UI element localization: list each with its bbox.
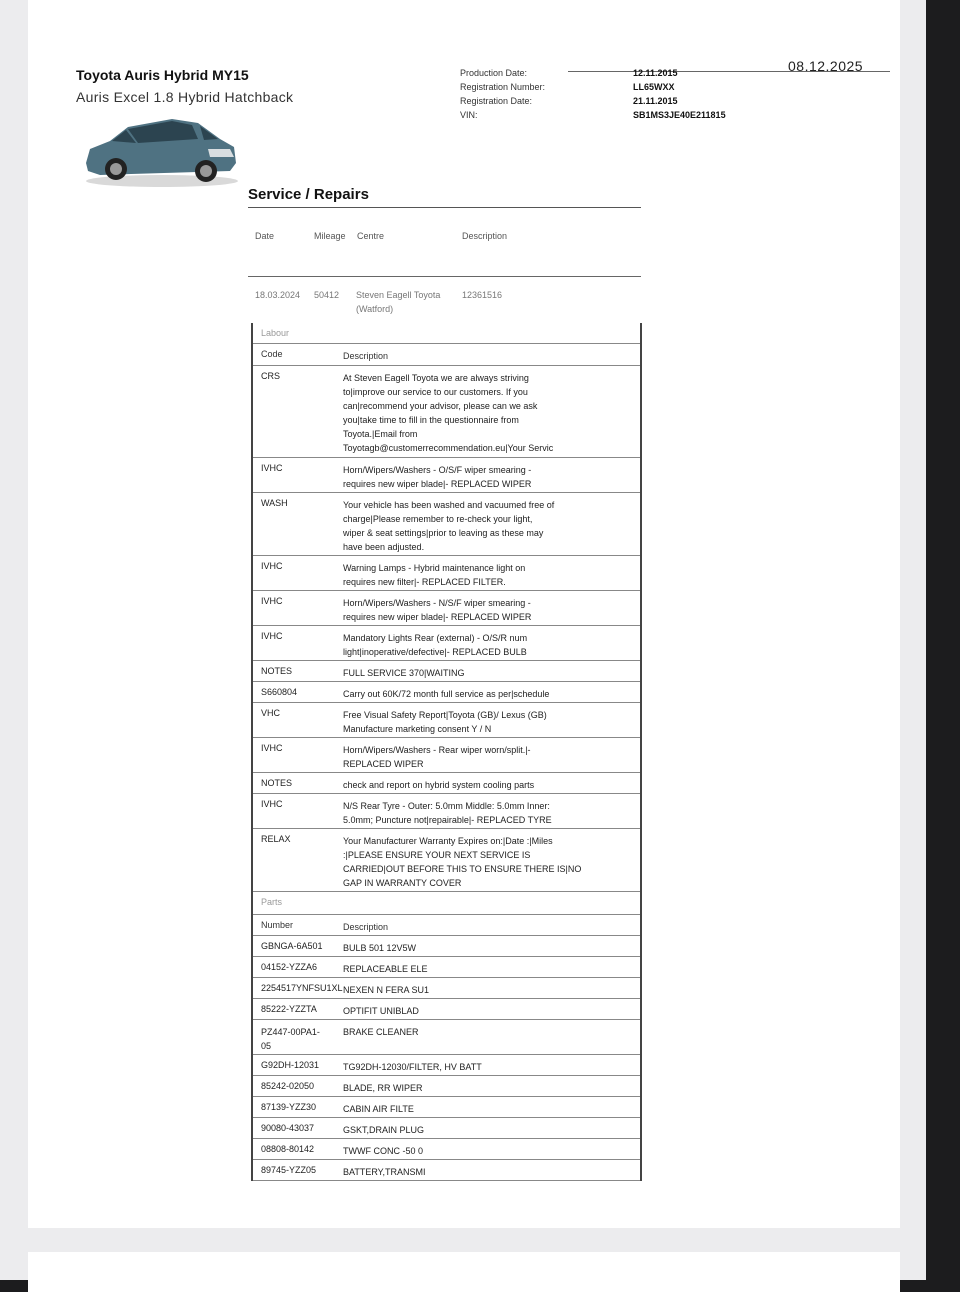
vehicle-title: Toyota Auris Hybrid MY15	[76, 67, 249, 83]
production-date-row	[460, 66, 726, 80]
parts-row	[253, 1139, 640, 1160]
part-number: 89745-YZZ05	[261, 1165, 317, 1175]
labour-code: IVHC	[261, 596, 283, 606]
parts-section-header	[253, 892, 640, 915]
labour-row	[253, 458, 640, 493]
part-description: TG92DH-12030/FILTER, HV BATT	[343, 1062, 482, 1072]
visit-centre	[356, 288, 440, 316]
parts-column-header	[253, 915, 640, 936]
next-document-page[interactable]	[28, 1252, 900, 1292]
section-title: Service / Repairs	[248, 186, 369, 203]
part-description: NEXEN N FERA SU1	[343, 985, 430, 995]
section-label: Parts	[261, 897, 283, 907]
section-rule	[248, 207, 641, 208]
vehicle-subtitle: Auris Excel 1.8 Hybrid Hatchback	[76, 89, 294, 105]
labour-section-header	[253, 323, 640, 344]
labour-row	[253, 626, 640, 661]
part-number: 04152-YZZA6	[261, 962, 318, 972]
registration-number-row	[460, 80, 726, 94]
part-description: BLADE, RR WIPER	[343, 1083, 423, 1093]
labour-code: WASH	[261, 498, 288, 508]
labour-description: FULL SERVICE 370|WAITING	[343, 668, 465, 678]
part-description: TWWF CONC -50 0	[343, 1146, 423, 1156]
labour-row	[253, 366, 640, 458]
parts-row	[253, 1097, 640, 1118]
labour-description: Horn/Wipers/Washers - O/S/F wiper smearing - requires new wiper blade|- REPLACED WIPER	[343, 465, 532, 489]
labour-row	[253, 773, 640, 794]
part-number: 08808-80142	[261, 1144, 315, 1154]
labour-row	[253, 829, 640, 892]
part-number: PZ447-00PA1- 05	[261, 1027, 320, 1051]
labour-code: IVHC	[261, 799, 283, 809]
parts-row	[253, 1076, 640, 1097]
col-description: Description	[343, 922, 389, 932]
labour-description: Horn/Wipers/Washers - N/S/F wiper smearing - requires new wiper blade|- REPLACED WIPER	[343, 598, 532, 622]
part-description: OPTIFIT UNIBLAD	[343, 1006, 419, 1016]
part-number: 85222-YZZTA	[261, 1004, 317, 1014]
labour-code: RELAX	[261, 834, 291, 844]
labour-description: Mandatory Lights Rear (external) - O/S/R num light|inoperative/defective|- REPLACED BULB	[343, 633, 528, 657]
part-number: G92DH-12031	[261, 1060, 320, 1070]
labour-code: CRS	[261, 371, 281, 381]
visit-mileage: 50412	[314, 290, 340, 300]
labour-description: Carry out 60K/72 month full service as per|schedule	[343, 689, 550, 699]
labour-row	[253, 556, 640, 591]
part-number: 2254517YNFSU1XL	[261, 983, 343, 993]
parts-row	[253, 936, 640, 957]
labour-column-header	[253, 344, 640, 366]
detail-label: VIN:	[460, 110, 478, 120]
labour-row	[253, 493, 640, 556]
detail-value: SB1MS3JE40E211815	[633, 110, 726, 120]
centre-location: (Watford)	[356, 304, 394, 314]
col-code: Code	[261, 349, 283, 359]
labour-row	[253, 703, 640, 738]
vin-row	[460, 108, 726, 122]
col-header-mileage: Mileage	[314, 231, 346, 241]
labour-code: NOTES	[261, 666, 293, 676]
part-number: GBNGA-6A501	[261, 941, 323, 951]
parts-row	[253, 978, 640, 999]
section-label: Labour	[261, 328, 290, 338]
col-header-description: Description	[462, 231, 508, 241]
part-description: GSKT,DRAIN PLUG	[343, 1125, 425, 1135]
part-number: 87139-YZZ30	[261, 1102, 317, 1112]
visit-description: 12361516	[462, 290, 503, 300]
parts-row	[253, 1020, 640, 1055]
part-number: 90080-43037	[261, 1123, 315, 1133]
car-image	[80, 105, 240, 190]
visit-date: 18.03.2024	[255, 290, 301, 300]
service-detail-table	[251, 323, 642, 1181]
part-description: BULB 501 12V5W	[343, 943, 417, 953]
labour-code: IVHC	[261, 631, 283, 641]
labour-row	[253, 738, 640, 773]
labour-row	[253, 794, 640, 829]
parts-row	[253, 1055, 640, 1076]
parts-row	[253, 999, 640, 1020]
labour-row	[253, 661, 640, 682]
labour-description: Free Visual Safety Report|Toyota (GB)/ Lexus (GB) Manufacture marketing consent Y / N	[343, 710, 547, 734]
part-description: BATTERY,TRANSMI	[343, 1167, 426, 1177]
labour-description: Your Manufacturer Warranty Expires on:|Date :|Miles :|PLEASE ENSURE YOUR NEXT SERVICE IS CARRIED|OUT BEFORE THIS TO ENSURE THERE IS|NO GAP IN WARRANTY COVER	[343, 836, 582, 888]
registration-date-row	[460, 94, 726, 108]
labour-code: NOTES	[261, 778, 293, 788]
labour-description: At Steven Eagell Toyota we are always striving to|improve our service to our customers. If you can|recommend your advisor, please can we ask you|take time to fill in the questionnaire from Toyota.|Email from Toyotagb@customerrecommendation.eu|Your Servic	[343, 373, 554, 453]
col-number: Number	[261, 920, 294, 930]
labour-code: IVHC	[261, 463, 283, 473]
labour-row	[253, 682, 640, 703]
detail-value: 21.11.2015	[633, 96, 678, 106]
labour-row	[253, 591, 640, 626]
detail-value: LL65WXX	[633, 82, 675, 92]
labour-code: IVHC	[261, 743, 283, 753]
detail-value: 12.11.2015	[633, 68, 678, 78]
labour-description: Horn/Wipers/Washers - Rear wiper worn/split.|- REPLACED WIPER	[343, 745, 531, 769]
vehicle-details	[460, 66, 726, 122]
labour-description: N/S Rear Tyre - Outer: 5.0mm Middle: 5.0mm Inner: 5.0mm; Puncture not|repairable|- REPLACED TYRE	[343, 801, 552, 825]
centre-name: Steven Eagell Toyota	[356, 290, 441, 300]
col-header-date: Date	[255, 231, 275, 241]
labour-code: VHC	[261, 708, 281, 718]
header-rule	[248, 276, 641, 277]
part-description: BRAKE CLEANER	[343, 1027, 419, 1037]
detail-label: Production Date:	[460, 68, 528, 78]
labour-description: Warning Lamps - Hybrid maintenance light on requires new filter|- REPLACED FILTER.	[343, 563, 526, 587]
part-description: REPLACEABLE ELE	[343, 964, 428, 974]
parts-row	[253, 1118, 640, 1139]
parts-row	[253, 957, 640, 978]
detail-label: Registration Number:	[460, 82, 546, 92]
labour-code: IVHC	[261, 561, 283, 571]
labour-code: S660804	[261, 687, 298, 697]
part-description: CABIN AIR FILTE	[343, 1104, 414, 1114]
report-date: 08.12.2025	[788, 58, 864, 74]
part-number: 85242-02050	[261, 1081, 315, 1091]
col-description: Description	[343, 351, 389, 361]
document-page[interactable]	[28, 0, 900, 1228]
detail-label: Registration Date:	[460, 96, 533, 106]
col-header-centre: Centre	[357, 231, 385, 241]
labour-description: Your vehicle has been washed and vacuumed free of charge|Please remember to re-check your light, wiper & seat settings|prior to leaving as these may have been adjusted.	[343, 500, 555, 552]
labour-description: check and report on hybrid system cooling parts	[343, 780, 535, 790]
parts-row	[253, 1160, 640, 1181]
